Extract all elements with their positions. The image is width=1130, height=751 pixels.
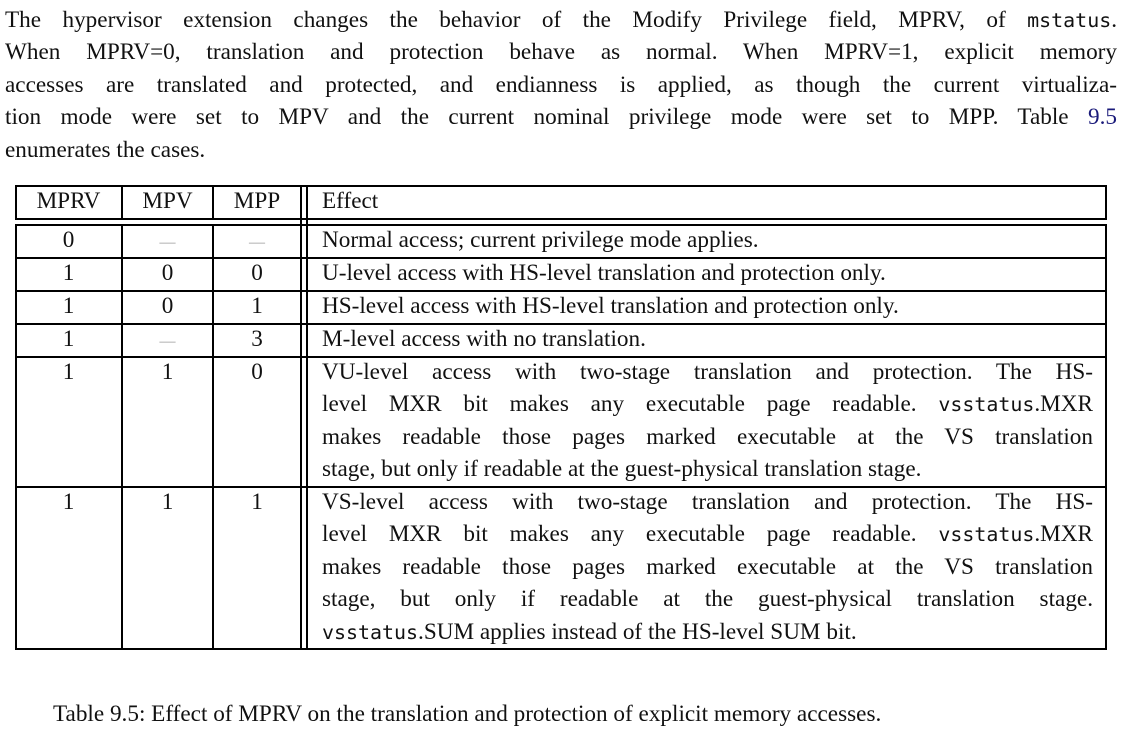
col-rule xyxy=(1105,224,1107,649)
text-run: Normal access; current privilege mode applies. xyxy=(322,227,759,253)
cell-mprv: 1 xyxy=(62,489,75,515)
cell-effect xyxy=(322,323,1093,355)
cell-effect xyxy=(322,224,1093,256)
text-run: tion mode were set to MPV and the current nominal privilege mode were set to MPP. Table xyxy=(5,104,1089,131)
text-run: When MPRV=0, translation and protection behave as normal. When MPRV=1, explicit memory xyxy=(5,39,1117,66)
cell-mprv: 1 xyxy=(62,326,75,352)
cell-mpv: 1 xyxy=(161,359,174,385)
effect-line xyxy=(322,583,1093,615)
cell-mprv: 1 xyxy=(62,359,75,385)
text-run: VS-level access with two-stage translation and protection. The HS- xyxy=(322,489,1093,515)
text-run: VU-level access with two-stage translation and protection. The HS- xyxy=(322,359,1093,385)
col-rule xyxy=(1105,185,1107,218)
cell-mpp: 0 xyxy=(251,260,263,286)
paragraph-line xyxy=(5,101,1117,133)
effect-line xyxy=(322,551,1093,583)
dash-placeholder: — xyxy=(159,234,176,251)
effect-line xyxy=(322,257,1093,289)
text-run: .MXR xyxy=(1034,521,1093,548)
text-run: level MXR bit makes any executable page readable. xyxy=(322,521,939,548)
dash-placeholder: — xyxy=(159,333,176,350)
cell-mpv: 0 xyxy=(161,293,174,319)
text-run: enumerates the cases. xyxy=(5,136,206,163)
effect-line xyxy=(322,224,1093,256)
paragraph-line xyxy=(5,134,1117,166)
cell-mprv: 0 xyxy=(62,227,75,253)
text-run: .MXR xyxy=(1034,391,1093,418)
header-mpv: MPV xyxy=(142,188,193,214)
text-run: accesses are translated and protected, and endianness is applied, as though the current virtualiza- xyxy=(5,71,1117,98)
paragraph-line xyxy=(5,69,1117,101)
text-run: . xyxy=(1111,7,1117,33)
effect-line xyxy=(322,388,1093,420)
effect-line xyxy=(322,518,1093,550)
effect-line xyxy=(322,290,1093,322)
cell-mpv xyxy=(122,224,213,259)
header-mprv: MPRV xyxy=(36,188,101,214)
cell-effect xyxy=(322,486,1093,648)
table-reference-link[interactable]: 9.5 xyxy=(1088,104,1117,131)
code-term: mstatus xyxy=(1027,8,1112,32)
effect-line xyxy=(322,486,1093,518)
header-effect: Effect xyxy=(322,188,379,214)
cell-mpv: 1 xyxy=(161,489,174,515)
effect-line xyxy=(322,616,1093,648)
effect-line xyxy=(322,421,1093,453)
table-caption: Table 9.5: Effect of MPRV on the translation and protection of explicit memory accesses. xyxy=(53,701,882,727)
cell-mpv: 0 xyxy=(161,260,174,286)
paragraph-line xyxy=(5,4,1117,36)
effect-line xyxy=(322,323,1093,355)
text-run: makes readable those pages marked executable at the VS translation xyxy=(322,423,1093,450)
text-run: .SUM applies instead of the HS-level SUM bit. xyxy=(418,618,857,645)
cell-mprv: 1 xyxy=(62,260,75,286)
cell-mpp: 3 xyxy=(251,326,263,352)
text-run: makes readable those pages marked executable at the VS translation xyxy=(322,553,1093,580)
effect-line xyxy=(322,356,1093,388)
header-bottom-rule xyxy=(15,218,1107,220)
text-run: HS-level access with HS-level translation and protection only. xyxy=(322,293,899,319)
code-term: vsstatus xyxy=(322,619,419,644)
table-bottom-rule xyxy=(15,648,1107,650)
cell-effect xyxy=(322,290,1093,322)
mprv-effect-table xyxy=(15,185,1107,649)
text-run: The hypervisor extension changes the behavior of the Modify Privilege field, MPRV, of xyxy=(5,7,1028,33)
cell-mpp: 0 xyxy=(251,359,263,385)
dash-placeholder: — xyxy=(249,234,265,251)
text-run: U-level access with HS-level translation and protection only. xyxy=(322,260,886,286)
cell-mpv xyxy=(122,323,213,358)
intro-paragraph xyxy=(5,4,1117,166)
text-run: level MXR bit makes any executable page readable. xyxy=(322,391,939,418)
cell-effect xyxy=(322,356,1093,486)
text-run: stage, but only if readable at the guest-physical translation stage. xyxy=(322,586,1093,613)
cell-mpp: 1 xyxy=(251,293,263,319)
text-run: stage, but only if readable at the guest-physical translation stage. xyxy=(322,456,922,483)
cell-effect xyxy=(322,257,1093,289)
effect-line xyxy=(322,453,1093,485)
header-mpp: MPP xyxy=(233,188,281,214)
cell-mprv: 1 xyxy=(62,293,75,319)
code-term: vsstatus xyxy=(938,522,1035,547)
text-run: M-level access with no translation. xyxy=(322,326,646,352)
double-col-rule xyxy=(306,185,308,649)
code-term: vsstatus xyxy=(938,392,1035,417)
cell-mpp: 1 xyxy=(251,489,263,515)
paragraph-line xyxy=(5,36,1117,68)
cell-mpp xyxy=(213,224,301,259)
